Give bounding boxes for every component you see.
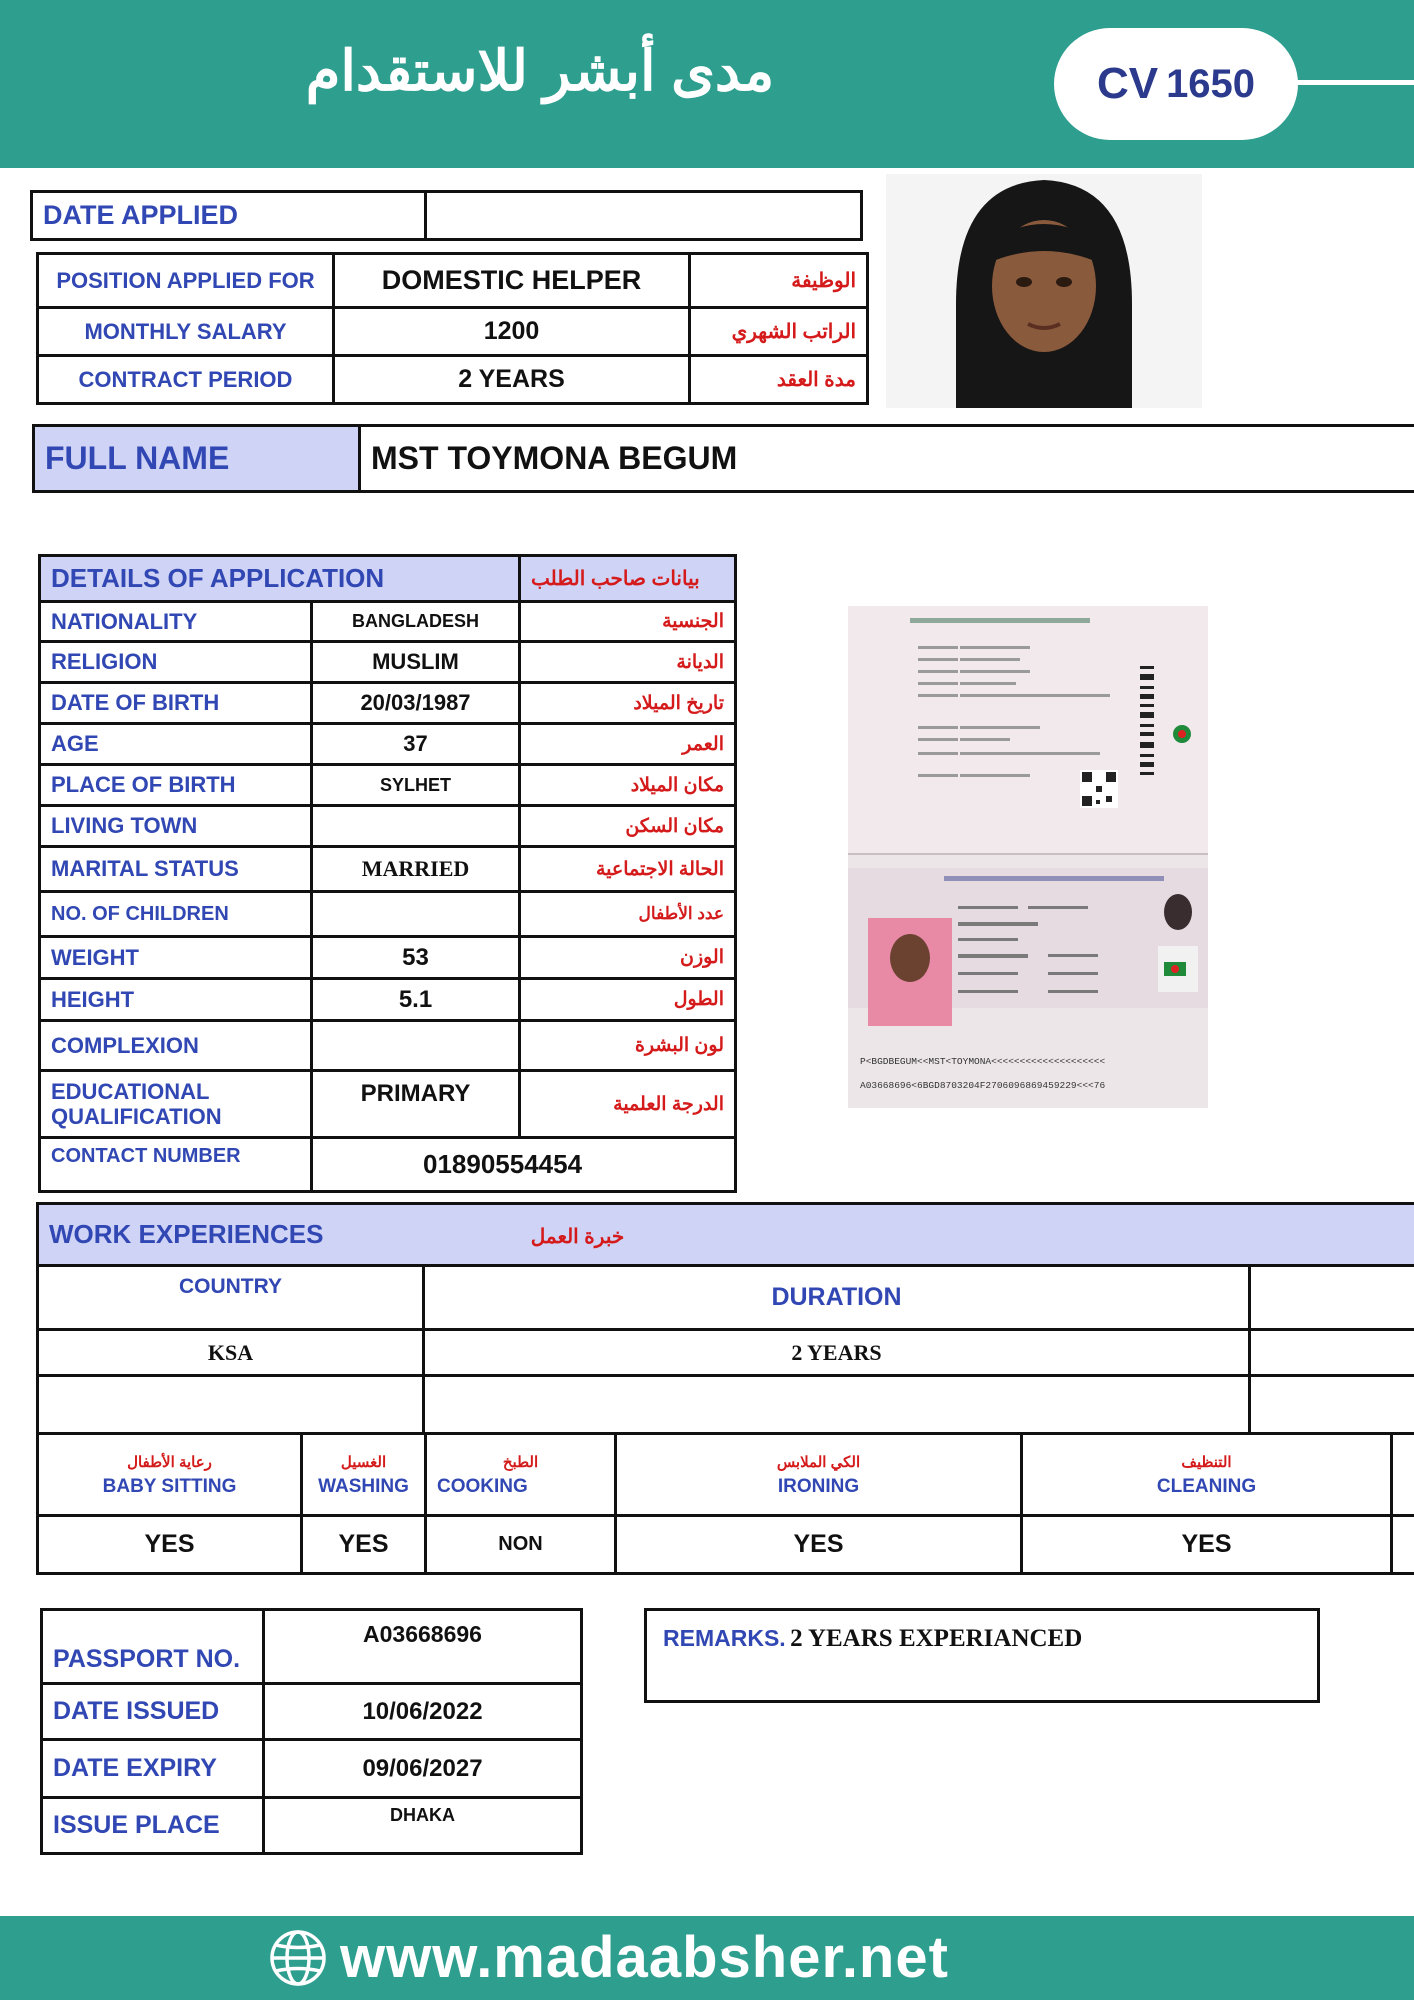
table-row [40,642,736,683]
contract-label: CONTRACT PERIOD [38,356,334,404]
complexion-label-ar: لون البشرة [520,1021,736,1071]
religion-value: MUSLIM [312,642,520,683]
nationality-label: NATIONALITY [40,602,312,642]
salary-label: MONTHLY SALARY [38,308,334,356]
pob-label-ar: مكان الميلاد [520,765,736,806]
living-town-label-ar: مكان السكن [520,806,736,847]
nationality-label-ar: الجنسية [520,602,736,642]
living-town-value [312,806,520,847]
date-applied-label: DATE APPLIED [32,192,426,240]
living-town-label: LIVING TOWN [40,806,312,847]
work-extra-2 [1250,1376,1414,1434]
marital-label: MARITAL STATUS [40,847,312,892]
marital-value: MARRIED [312,847,520,892]
table-row [42,1610,582,1684]
table-row [40,765,736,806]
contract-label-ar: مدة العقد [690,356,868,404]
children-label: NO. OF CHILDREN [40,892,312,937]
date-applied-table [30,190,863,241]
table-row [40,602,736,642]
table-row [40,1071,736,1138]
education-label-ar: الدرجة العلمية [520,1071,736,1138]
table-row [40,847,736,892]
work-header-row [38,1204,1414,1266]
passport-no-value: A03668696 [264,1610,582,1684]
table-row [38,1330,1414,1376]
table-row [40,806,736,847]
skill-washing-cell [302,1434,426,1516]
skill-ironing-ar: الكي الملابس [776,1453,861,1471]
marital-label-ar: الحالة الاجتماعية [520,847,736,892]
date-issued-value: 10/06/2022 [264,1684,582,1740]
skill-washing-value: YES [302,1516,426,1574]
religion-label-ar: الديانة [520,642,736,683]
remarks-label: REMARKS. [663,1625,786,1651]
skill-babysitting-cell [38,1434,302,1516]
skill-cleaning-value: YES [1022,1516,1392,1574]
mrz-line-1: P<BGDBEGUM<<MST<TOYMONA<<<<<<<<<<<<<<<<<<<< [860,1056,1106,1067]
dob-value: 20/03/1987 [312,683,520,724]
cv-number: 1650 [1166,61,1256,106]
skill-ironing-cell [616,1434,1022,1516]
col-extra [1250,1266,1414,1330]
work-country-2 [38,1376,424,1434]
work-title: WORK EXPERIENCES [49,1219,324,1249]
date-issued-label: DATE ISSUED [42,1684,264,1740]
table-row [38,1376,1414,1434]
work-experience-table [36,1202,1414,1435]
work-title-cell [38,1204,1414,1266]
date-expiry-value: 09/06/2027 [264,1740,582,1798]
table-row [38,308,868,356]
table-row [38,356,868,404]
skill-cooking-cell [426,1434,616,1516]
contact-value: 01890554454 [312,1138,736,1192]
brand-title: مدى أبشر للاستقدام [305,39,775,102]
footer-url-link[interactable]: www.madaabsher.net [340,1925,949,1990]
details-table [38,554,737,1193]
issue-place-label: ISSUE PLACE [42,1798,264,1854]
globe-icon [268,1928,328,1988]
table-row [38,1266,1414,1330]
cv-prefix: CV [1096,59,1159,108]
skill-extra-cell [1392,1434,1414,1516]
passport-no-label: PASSPORT NO. [42,1610,264,1684]
table-row [38,254,868,308]
skill-cleaning-cell [1022,1434,1392,1516]
col-country: COUNTRY [38,1266,424,1330]
passport-scan [848,606,1208,1108]
skill-ironing-label: IRONING [777,1475,860,1497]
height-value: 5.1 [312,979,520,1021]
skill-babysitting-value: YES [38,1516,302,1574]
col-duration: DURATION [424,1266,1250,1330]
salary-label-ar: الراتب الشهري [690,308,868,356]
position-label-ar: الوظيفة [690,254,868,308]
height-label: HEIGHT [40,979,312,1021]
table-row [40,724,736,765]
height-label-ar: الطول [520,979,736,1021]
skills-label-row [38,1434,1414,1516]
date-applied-value [426,192,862,240]
photo-portrait-icon [886,174,1202,408]
table-row [42,1798,582,1854]
table-row [40,683,736,724]
weight-label-ar: الوزن [520,937,736,979]
skill-washing-ar: الغسيل [340,1453,387,1471]
skill-cleaning-label: CLEANING [1156,1475,1257,1497]
position-value: DOMESTIC HELPER [334,254,690,308]
work-duration-1: 2 YEARS [424,1330,1250,1376]
table-row [40,979,736,1021]
mrz-line-2: A03668696<6BGD8703204F2706096869459229<<<76 [860,1080,1106,1091]
children-value [312,892,520,937]
skill-cooking-label: COOKING [437,1475,528,1497]
complexion-value [312,1021,520,1071]
age-label-ar: العمر [520,724,736,765]
table-row [40,892,736,937]
position-label: POSITION APPLIED FOR [38,254,334,308]
education-value: PRIMARY [312,1071,520,1138]
full-name-label: FULL NAME [34,426,360,492]
weight-label: WEIGHT [40,937,312,979]
cv-badge [1054,28,1298,140]
age-label: AGE [40,724,312,765]
skill-babysitting-label: BABY SITTING [102,1475,237,1497]
contact-label: CONTACT NUMBER [40,1138,312,1192]
skills-table [36,1432,1414,1575]
full-name-table [32,424,1414,493]
remarks-value: 2 YEARS EXPERIANCED [790,1625,1083,1652]
details-header-row [40,556,736,602]
position-table [36,252,869,405]
weight-value: 53 [312,937,520,979]
table-row [40,1021,736,1071]
passport-info-table [40,1608,583,1855]
table-row [42,1740,582,1798]
work-duration-2 [424,1376,1250,1434]
religion-label: RELIGION [40,642,312,683]
table-row [40,937,736,979]
issue-place-value: DHAKA [264,1798,582,1854]
table-row [42,1684,582,1740]
applicant-photo [886,174,1202,408]
skill-extra-value [1392,1516,1414,1574]
cv-decor-line [1296,80,1414,85]
education-label: EDUCATIONAL QUALIFICATION [40,1071,312,1138]
dob-label: DATE OF BIRTH [40,683,312,724]
table-row [40,1138,736,1192]
date-expiry-label: DATE EXPIRY [42,1740,264,1798]
details-title-ar: بيانات صاحب الطلب [520,556,736,602]
skill-cooking-ar: الطبخ [502,1453,539,1471]
skill-babysitting-ar: رعاية الأطفال [127,1453,212,1471]
remarks-cell [646,1610,1319,1702]
full-name-value: MST TOYMONA BEGUM [360,426,1414,492]
passport-image-icon [848,606,1208,1108]
contract-value: 2 YEARS [334,356,690,404]
skill-cooking-value: NON [426,1516,616,1574]
skills-value-row [38,1516,1414,1574]
children-label-ar: عدد الأطفال [520,892,736,937]
complexion-label: COMPLEXION [40,1021,312,1071]
pob-value: SYLHET [312,765,520,806]
nationality-value: BANGLADESH [312,602,520,642]
pob-label: PLACE OF BIRTH [40,765,312,806]
dob-label-ar: تاريخ الميلاد [520,683,736,724]
work-extra-1 [1250,1330,1414,1376]
salary-value: 1200 [334,308,690,356]
remarks-table [644,1608,1320,1703]
skill-cleaning-ar: التنظيف [1181,1453,1232,1471]
work-title-ar: خبرة العمل [530,1226,625,1248]
age-value: 37 [312,724,520,765]
skill-ironing-value: YES [616,1516,1022,1574]
skill-washing-label: WASHING [318,1475,409,1497]
work-country-1: KSA [38,1330,424,1376]
details-title: DETAILS OF APPLICATION [40,556,520,602]
